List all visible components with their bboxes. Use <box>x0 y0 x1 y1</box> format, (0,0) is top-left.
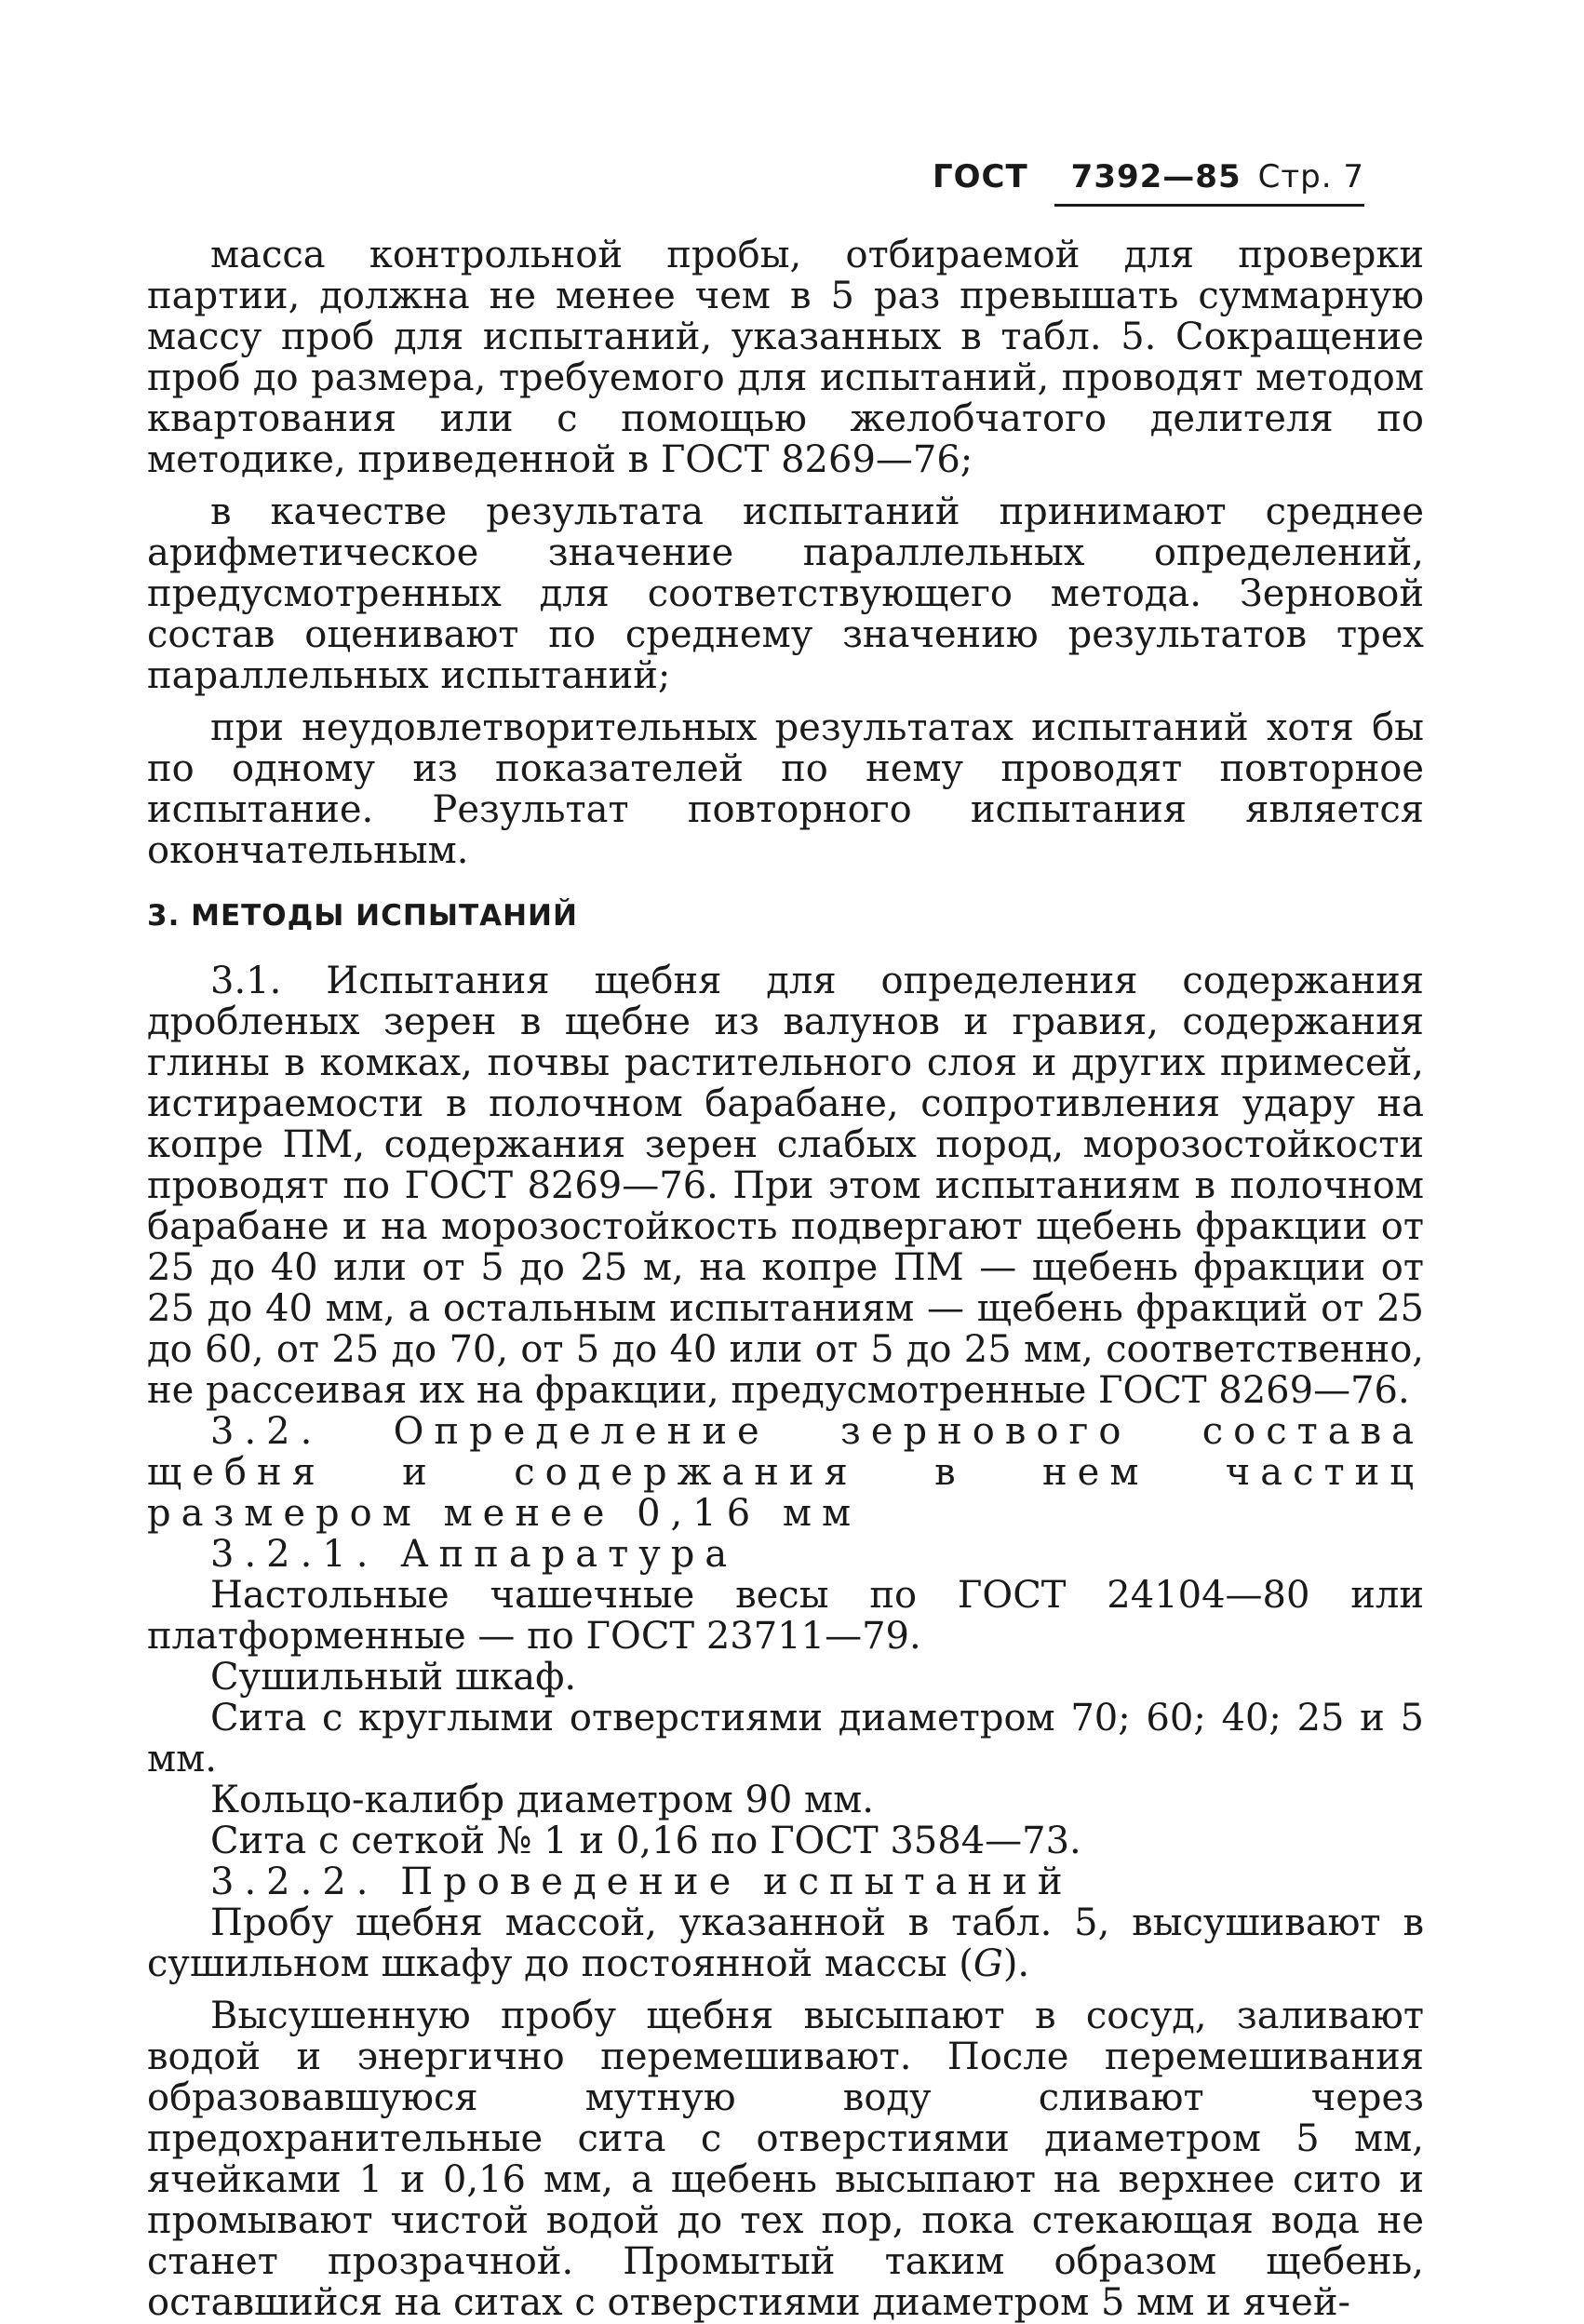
header-page-label: Стр. 7 <box>1257 158 1364 195</box>
header-rule <box>1054 204 1364 207</box>
page-header <box>933 158 1364 195</box>
section-3-2-1-title: 3.2.1. Аппаратура <box>210 1533 738 1576</box>
procedure-1-end: ). <box>1002 1942 1030 1985</box>
section-title: 3. МЕТОДЫ ИСПЫТАНИЙ <box>147 899 578 933</box>
equipment-item: Сушильный шкаф. <box>210 1656 577 1699</box>
intro-paragraph: при неудовлетворительных результатах испытаний хотя бы по одному из показателей по нему проводят повторное испытание. Результат повторного испытания является окончательным. <box>147 706 1424 872</box>
equipment-item: Сита с круглыми отверстиями диаметром 70; 60; 40; 25 и 5 мм. <box>147 1697 1424 1780</box>
section-3-1: 3.1. Испытания щебня для определения содержания дробленых зерен в щебне из валунов и гравия, содержания глины в комках, почвы растительного слоя и других примесей, истираемости в полочном барабане, сопротивления удару на копре ПМ, содержания зерен слабых пород, морозостойкости проводят по ГОСТ 8269—76. При этом испытаниям в полочном барабане и на морозостойкость подвергают щебень фракции от 25 до 40 или от 5 до 25 м, на копре ПМ — щебень фракции от 25 до 40 мм, а остальным испытаниям — щебень фракций от 25 до 60, от 25 до 70, от 5 до 40 или от 5 до 25 мм, соответственно, не рассеивая их на фракции, предусмотренные ГОСТ 8269—76. <box>147 960 1424 1412</box>
procedure-paragraph-1 <box>147 1902 1424 1984</box>
equipment-item: Настольные чашечные весы по ГОСТ 24104—80 или платформенные — по ГОСТ 23711—79. <box>147 1574 1424 1658</box>
page-body <box>147 235 1424 2323</box>
procedure-paragraph-2: Высушенную пробу щебня высыпают в сосуд, заливают водой и энергично перемешивают. После перемешивания образовавшуюся мутную воду сливают через предохранительные сита с отверстиями диаметром 5 мм, ячейками 1 и 0,16 мм, а щебень высыпают на верхнее сито и промывают чистой водой до тех пор, пока стекающая вода не станет прозрачной. Промытый таким образом щебень, оставшийся на ситах с отверстиями диаметром 5 мм и ячей- <box>147 1995 1424 2324</box>
procedure-1-text: Пробу щебня массой, указанной в табл. 5, высушивают в сушильном шкафу до постоянной массы ( <box>147 1901 1424 1985</box>
header-doc-number: 7392—85 <box>1070 158 1242 195</box>
intro-paragraph: масса контрольной пробы, отбираемой для проверки партии, должна не менее чем в 5 раз превышать суммарную массу проб для испытаний, указанных в табл. 5. Сокращение проб до размера, требуемого для испытаний, проводят методом квартования или с помощью желобчатого делителя по методике, приведенной в ГОСТ 8269—76; <box>147 234 1424 481</box>
intro-paragraph: в качестве результата испытаний принимают среднее арифметическое значение параллельных определений, предусмотренных для соответствующего метода. Зерновой состав оценивают по среднему значению результатов трех параллельных испытаний; <box>147 490 1424 697</box>
mass-variable: G <box>973 1942 1003 1985</box>
section-3-2-title: 3.2. Определение зернового состава щебня и содержания в нем частиц размером менее 0,16 мм <box>147 1410 1424 1535</box>
equipment-item: Кольцо-калибр диаметром 90 мм. <box>210 1779 874 1821</box>
section-3-2-2-title: 3.2.2. Проведение испытаний <box>210 1861 1073 1903</box>
header-gost-label: ГОСТ <box>932 158 1028 195</box>
equipment-item: Сита с сеткой № 1 и 0,16 по ГОСТ 3584—73. <box>210 1820 1081 1862</box>
